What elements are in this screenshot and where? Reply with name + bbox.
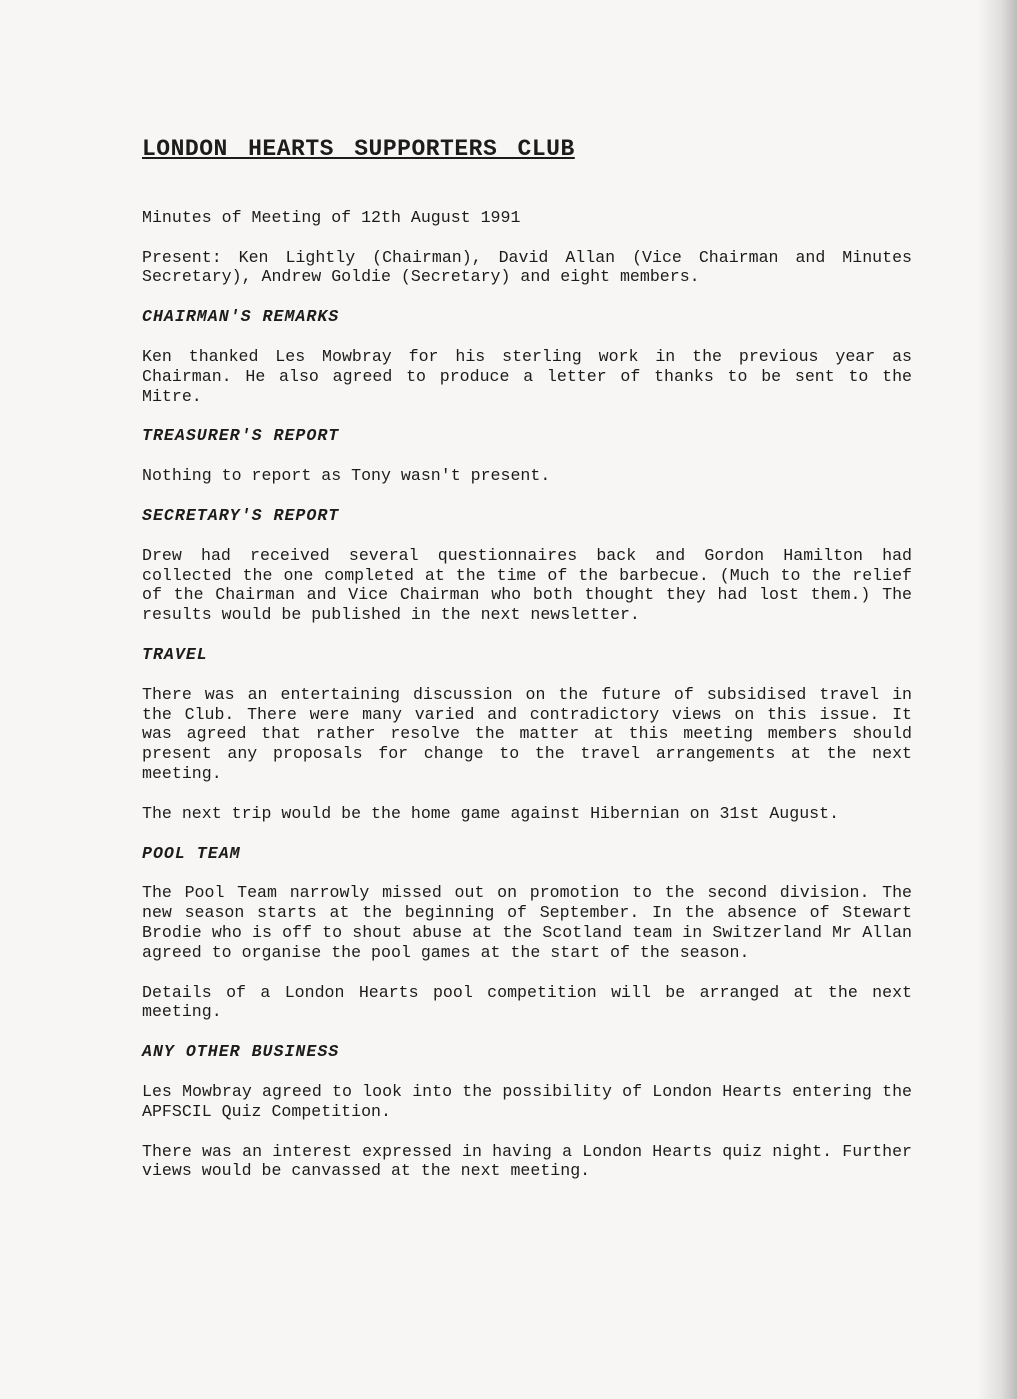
section-paragraph: The next trip would be the home game against Hibernian on 31st August. <box>142 803 840 823</box>
section-pool-team <box>142 844 912 1023</box>
section-chairmans-remarks <box>142 307 912 406</box>
section-heading: TREASURER'S REPORT <box>142 426 340 446</box>
section-heading: SECRETARY'S REPORT <box>142 505 340 525</box>
section-travel <box>142 645 912 824</box>
attendees-line: Present: Ken Lightly (Chairman), David Allan (Vice Chairman and Minutes Secretary), Andrew Goldie (Secretary) and eight members. <box>142 247 912 287</box>
section-heading: ANY OTHER BUSINESS <box>142 1042 340 1062</box>
section-paragraph: Details of a London Hearts pool competition will be arranged at the next meeting. <box>142 982 912 1022</box>
section-paragraph: Les Mowbray agreed to look into the possibility of London Hearts entering the APFSCIL Quiz Competition. <box>142 1081 912 1121</box>
section-paragraph: Drew had received several questionnaires back and Gordon Hamilton had collected the one completed at the time of the barbecue. (Much to the relief of the Chairman and Vice Chairman who both thought they had lost them.) The results would be published in the next newsletter. <box>142 545 912 625</box>
section-heading: POOL TEAM <box>142 843 241 863</box>
section-any-other-business <box>142 1042 912 1181</box>
section-heading: TRAVEL <box>142 644 208 664</box>
section-paragraph: The Pool Team narrowly missed out on promotion to the second division. The new season starts at the beginning of September. In the absence of Stewart Brodie who is off to shout abuse at the Scotland team in Switzerland Mr Allan agreed to organise the pool games at the start of the season. <box>142 883 912 962</box>
section-heading: CHAIRMAN'S REMARKS <box>142 307 340 327</box>
section-secretarys-report <box>142 506 912 625</box>
section-paragraph: There was an entertaining discussion on the future of subsidised travel in the Club. There were many varied and contradictory views on this issue. It was agreed that rather resolve the matter at this meeting members should present any proposals for change to the travel arrangements at the next meeting. <box>142 684 912 783</box>
section-paragraph: Ken thanked Les Mowbray for his sterling work in the previous year as Chairman. He also agreed to produce a letter of thanks to be sent to the Mitre. <box>142 346 912 406</box>
meeting-date-line: Minutes of Meeting of 12th August 1991 <box>142 207 521 227</box>
section-paragraph: Nothing to report as Tony wasn't present. <box>142 466 551 486</box>
minutes-body <box>142 136 912 1201</box>
section-treasurers-report <box>142 426 912 486</box>
page-edge-shadow <box>977 0 1017 1399</box>
section-paragraph: There was an interest expressed in having a London Hearts quiz night. Further views would be canvassed at the next meeting. <box>142 1141 912 1181</box>
document-title: LONDON HEARTS SUPPORTERS CLUB <box>142 136 575 162</box>
